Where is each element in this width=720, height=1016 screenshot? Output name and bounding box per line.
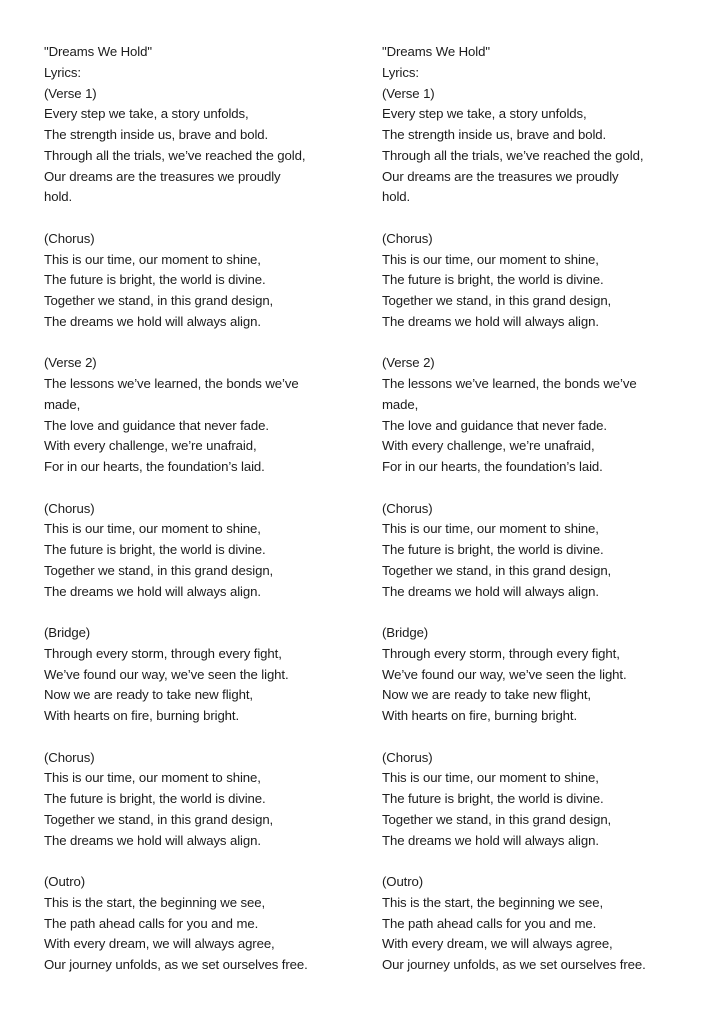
lyric-line: made, — [382, 396, 419, 412]
lyric-line: The dreams we hold will always align. — [44, 832, 261, 848]
lyric-line: made, — [44, 396, 81, 412]
lyric-line: This is our time, our moment to shine, — [44, 521, 261, 537]
blank-line — [382, 602, 702, 623]
section-heading: (Chorus) — [44, 500, 95, 516]
blank-line — [44, 478, 364, 499]
section-heading: (Outro) — [382, 874, 424, 889]
lyric-line: Together we stand, in this grand design, — [44, 293, 274, 308]
lyric-line: The dreams we hold will always align. — [382, 313, 599, 329]
lyric-line: This is our time, our moment to shine, — [44, 251, 261, 267]
lyric-line: The path ahead calls for you and me. — [44, 915, 259, 931]
blank-line — [382, 727, 702, 748]
lyric-line: With every challenge, we’re unafraid, — [382, 438, 595, 454]
lyric-line: The future is bright, the world is divine. — [44, 272, 266, 288]
section-heading: (Chorus) — [44, 230, 95, 246]
lyric-line: We’ve found our way, we’ve seen the light. — [44, 666, 289, 682]
section-heading: (Chorus) — [382, 230, 433, 246]
lyric-line: Together we stand, in this grand design, — [44, 811, 274, 827]
section-heading: (Bridge) — [382, 625, 429, 640]
lyric-line: Together we stand, in this grand design, — [382, 293, 612, 308]
lyric-line: This is our time, our moment to shine, — [382, 251, 599, 267]
lyric-line: Every step we take, a story unfolds, — [382, 106, 587, 122]
lyrics-column-left — [44, 42, 364, 976]
lyric-line: Now we are ready to take new flight, — [382, 687, 591, 703]
lyric-line: Every step we take, a story unfolds, — [44, 106, 249, 122]
lyric-line: Through every storm, through every fight, — [382, 645, 620, 661]
lyric-line: Through all the trials, we’ve reached the gold, — [382, 147, 644, 163]
blank-line — [44, 727, 364, 748]
blank-line — [382, 333, 702, 354]
lyric-line: Lyrics: — [44, 64, 81, 80]
lyric-line: The dreams we hold will always align. — [382, 583, 599, 599]
lyric-line: The future is bright, the world is divine. — [382, 272, 604, 288]
lyric-line: This is our time, our moment to shine, — [44, 770, 261, 786]
lyric-line: With every challenge, we’re unafraid, — [44, 438, 257, 454]
blank-line — [44, 333, 364, 354]
lyric-line: Through every storm, through every fight, — [44, 645, 282, 661]
section-heading: (Verse 1) — [382, 85, 435, 101]
lyric-line: Our dreams are the treasures we proudly — [382, 168, 619, 184]
lyric-line: The dreams we hold will always align. — [44, 583, 261, 599]
lyric-line: Our dreams are the treasures we proudly — [44, 168, 281, 184]
blank-line — [44, 851, 364, 872]
lyric-line: The dreams we hold will always align. — [382, 832, 599, 848]
lyric-line: With hearts on fire, burning bright. — [382, 708, 578, 723]
lyric-line: This is our time, our moment to shine, — [382, 770, 599, 786]
lyric-line: Together we stand, in this grand design, — [382, 562, 612, 578]
lyrics-column-right — [382, 42, 702, 976]
section-heading: (Chorus) — [44, 749, 95, 765]
lyric-line: hold. — [382, 189, 411, 205]
blank-line — [382, 851, 702, 872]
lyric-line: Together we stand, in this grand design, — [44, 562, 274, 578]
section-heading: (Bridge) — [44, 625, 91, 640]
lyric-line: The future is bright, the world is divine. — [44, 542, 266, 557]
lyric-line: Our journey unfolds, as we set ourselves free. — [44, 957, 308, 972]
lyric-line: The love and guidance that never fade. — [44, 417, 269, 433]
section-heading: (Verse 2) — [44, 355, 97, 371]
lyric-line: hold. — [44, 189, 73, 205]
lyric-line: Together we stand, in this grand design, — [382, 811, 612, 827]
lyric-line: With every dream, we will always agree, — [44, 936, 275, 952]
lyric-line: We’ve found our way, we’ve seen the light. — [382, 666, 627, 682]
section-heading: (Verse 1) — [44, 85, 97, 101]
lyric-line: The dreams we hold will always align. — [44, 313, 261, 329]
lyric-line: Through all the trials, we’ve reached the gold, — [44, 147, 306, 163]
blank-line — [382, 208, 702, 229]
lyric-line: Our journey unfolds, as we set ourselves free. — [382, 957, 646, 972]
lyric-line: The strength inside us, brave and bold. — [44, 127, 269, 142]
lyric-line: Lyrics: — [382, 64, 419, 80]
lyric-line: Now we are ready to take new flight, — [44, 687, 253, 703]
document-title: "Dreams We Hold" — [44, 44, 152, 59]
lyric-line: With hearts on fire, burning bright. — [44, 708, 240, 723]
lyric-line: The strength inside us, brave and bold. — [382, 127, 607, 142]
lyric-line: The future is bright, the world is divine. — [382, 791, 604, 806]
section-heading: (Verse 2) — [382, 355, 435, 371]
lyric-line: The future is bright, the world is divine. — [44, 791, 266, 806]
lyric-line: For in our hearts, the foundation’s laid. — [44, 459, 265, 474]
lyric-line: This is the start, the beginning we see, — [382, 894, 604, 910]
lyric-line: The lessons we’ve learned, the bonds we’ve — [382, 376, 637, 391]
blank-line — [382, 478, 702, 499]
section-heading: (Chorus) — [382, 500, 433, 516]
lyric-line: The path ahead calls for you and me. — [382, 915, 597, 931]
lyric-line: The future is bright, the world is divine. — [382, 542, 604, 557]
lyric-line: This is our time, our moment to shine, — [382, 521, 599, 537]
blank-line — [44, 602, 364, 623]
lyric-line: The love and guidance that never fade. — [382, 417, 607, 433]
document-title: "Dreams We Hold" — [382, 44, 490, 59]
lyric-line: For in our hearts, the foundation’s laid. — [382, 459, 603, 474]
lyric-line: With every dream, we will always agree, — [382, 936, 613, 952]
section-heading: (Outro) — [44, 874, 86, 889]
lyric-line: This is the start, the beginning we see, — [44, 894, 266, 910]
lyric-line: The lessons we’ve learned, the bonds we’ve — [44, 376, 299, 391]
blank-line — [44, 208, 364, 229]
section-heading: (Chorus) — [382, 749, 433, 765]
